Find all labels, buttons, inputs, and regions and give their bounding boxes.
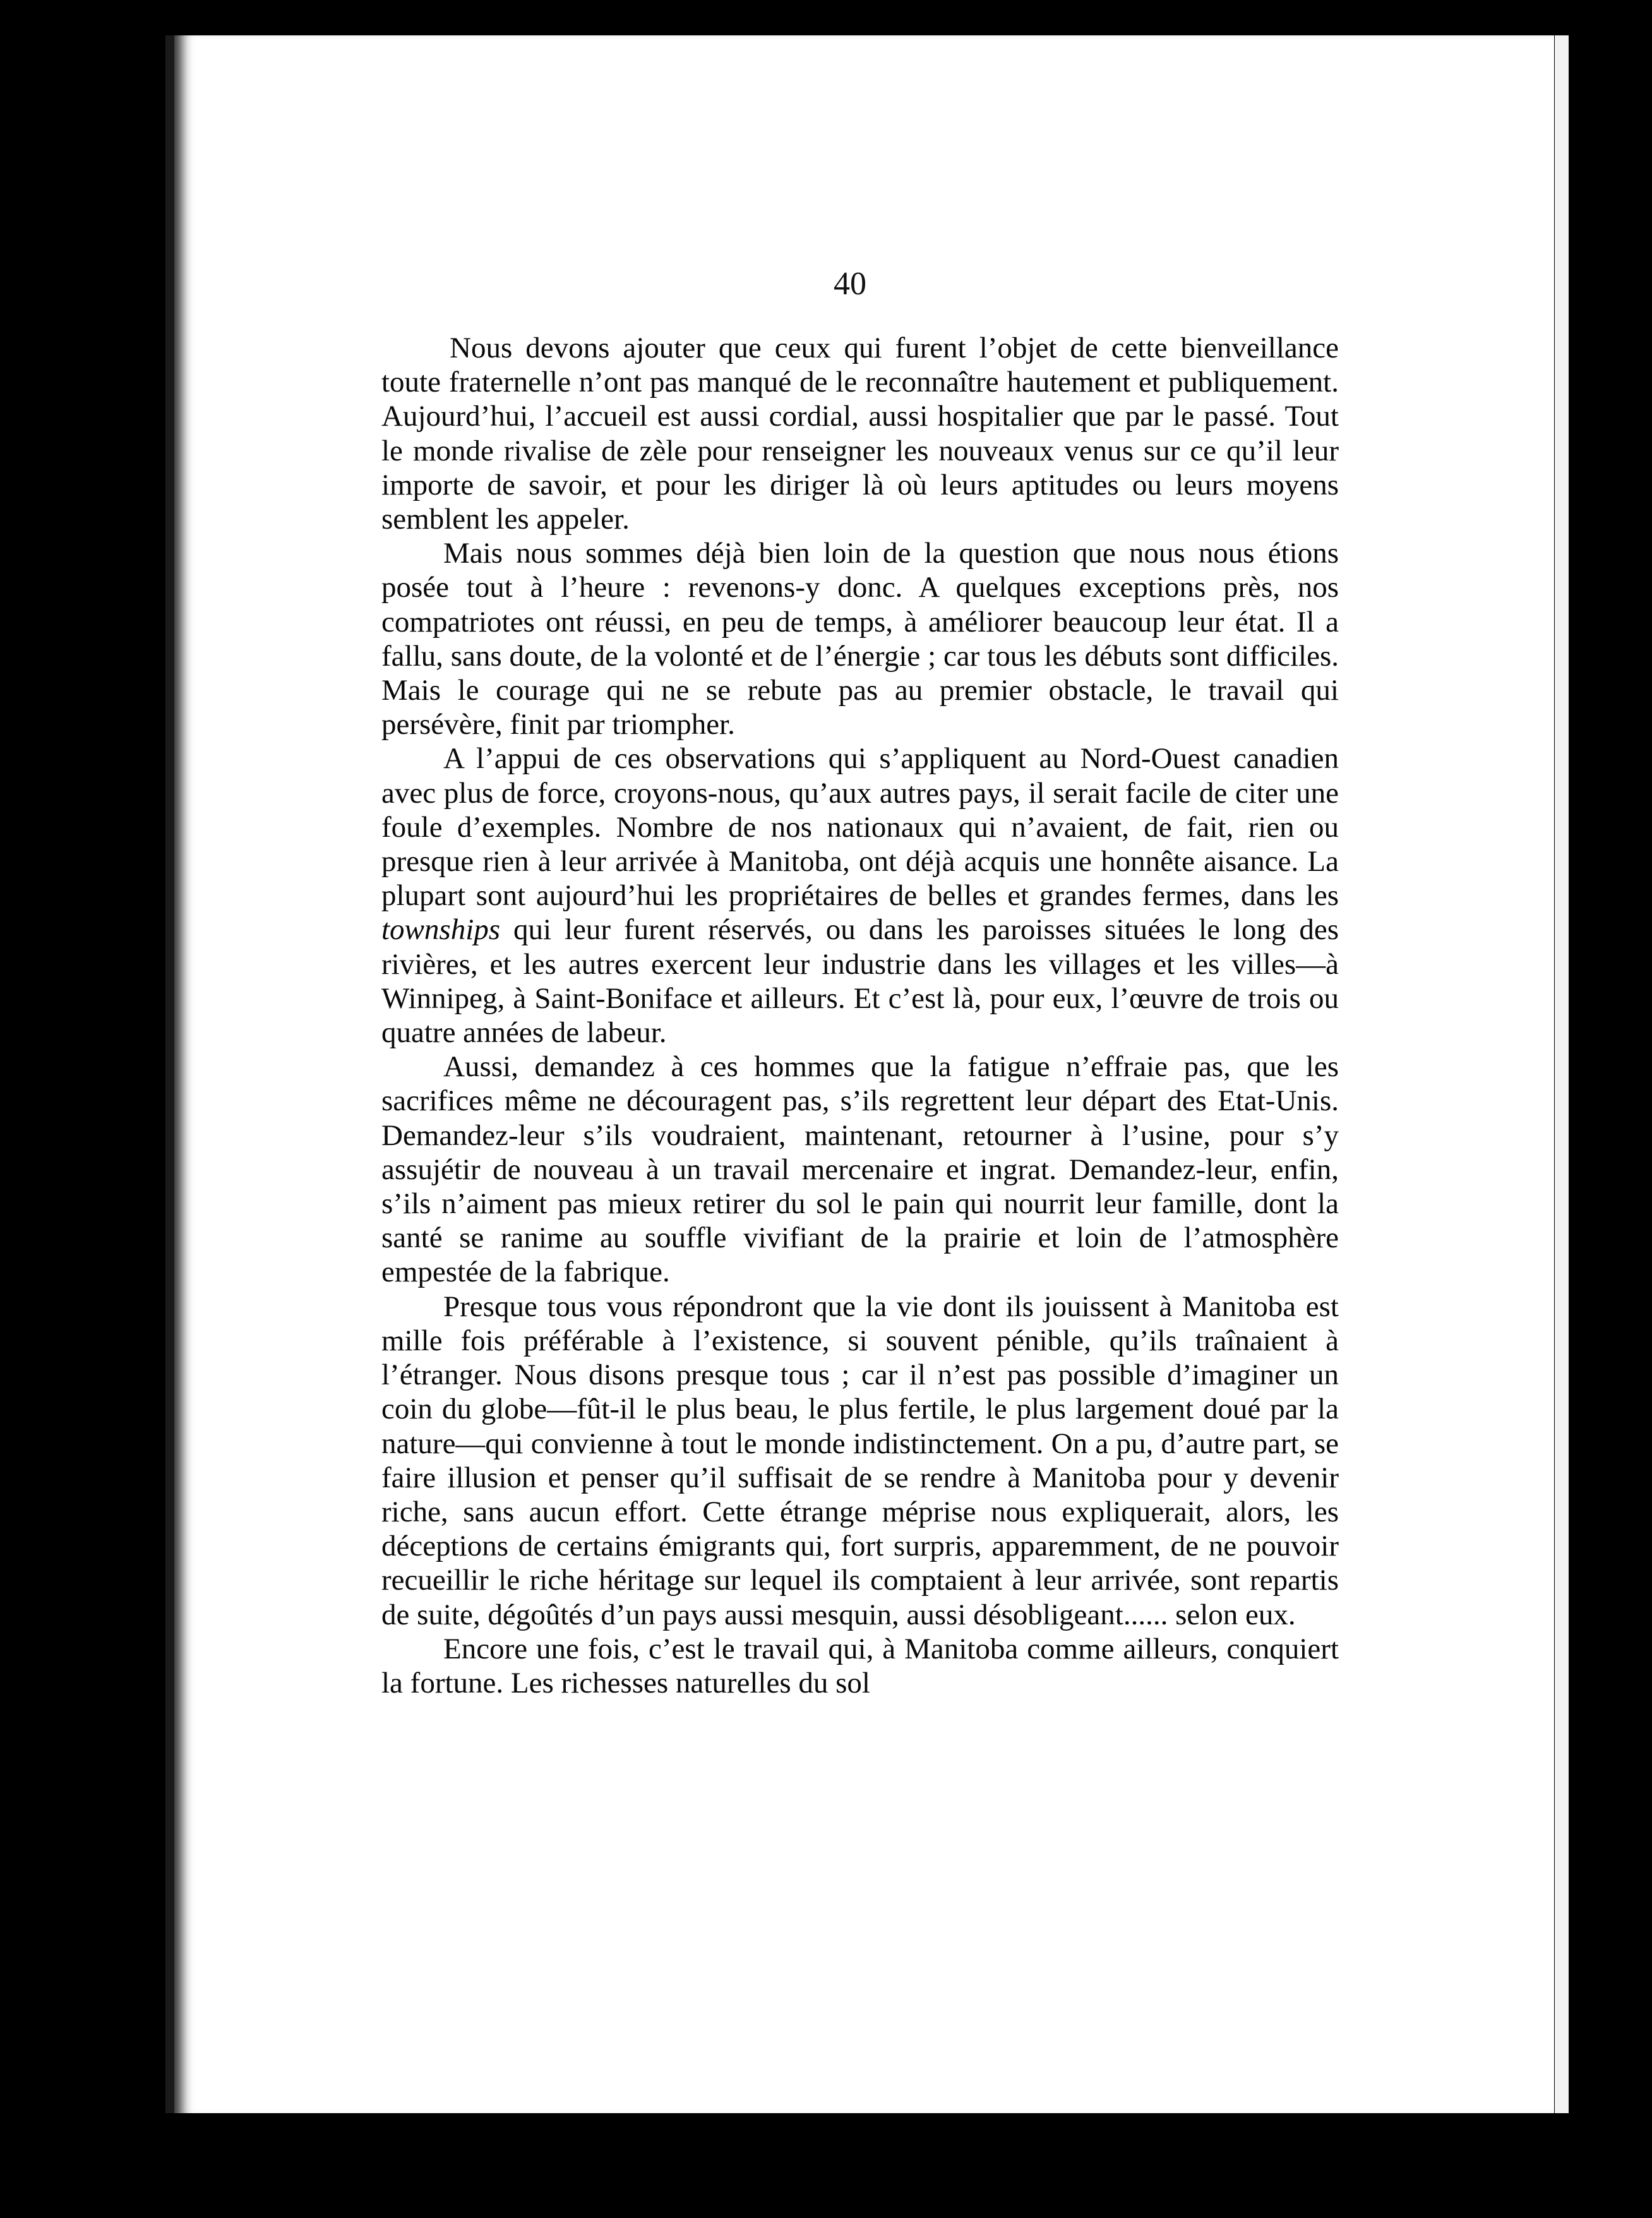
next-page-edge — [1555, 35, 1569, 2113]
italic-term: townships — [381, 913, 501, 947]
body-text — [381, 331, 1339, 1700]
paragraph — [381, 331, 1339, 536]
paragraph — [381, 1632, 1339, 1700]
paragraph-text-continued: qui leur furent réservés, ou dans les paroisses situées le long des rivières, et les autres exercent leur industrie dans les villages et les villes—à Winnipeg, à Saint-Boniface et ailleurs. Et c’est là, pour eux, l’œuvre de trois ou quatre années de labeur. — [381, 913, 1339, 1050]
paragraph-text: Presque tous vous répondront que la vie dont ils jouissent à Manitoba est mille fois préférable à l’existence, si souvent pénible, qu’ils traînaient à l’étranger. Nous disons presque tous ; car il n’est pas possible d’imaginer un coin du globe—fût-il le plus beau, le plus fertile, le plus largement doué par la nature—qui convienne à tout le monde indistinctement. On a pu, d’autre part, se faire illusion et penser qu’il suffisait de se rendre à Manitoba pour y devenir riche, sans aucun effort. Cette étrange méprise nous expliquerait, alors, les déceptions de certains émigrants qui, fort surpris, apparemment, de ne pouvoir recueillir le riche héritage sur lequel ils comptaient à leur arrivée, sont repartis de suite, dégoûtés d’un pays aussi mesquin, aussi désobligeant...... selon eux. — [381, 1290, 1339, 1631]
paragraph-text: Nous devons ajouter que ceux qui furent l’objet de cette bienveillance toute fraternelle n’ont pas manqué de le reconnaître hautement et publiquement. Aujourd’hui, l’accueil est aussi cordial, aussi hospitalier que par le passé. Tout le monde rivalise de zèle pour renseigner les nouveaux venus sur ce qu’il leur importe de savoir, et pour les diriger là où leurs aptitudes ou leurs moyens semblent les appeler. — [381, 332, 1339, 536]
paragraph — [381, 1290, 1339, 1632]
paragraph — [381, 1050, 1339, 1289]
paragraph-text: Aussi, demandez à ces hommes que la fatigue n’effraie pas, que les sacrifices même ne découragent pas, s’ils regrettent leur départ des Etat-Unis. Demandez-leur s’ils voudraient, maintenant, retourner à l’usine, pour s’y assujétir de nouveau à un travail mercenaire et ingrat. Demandez-leur, enfin, s’ils n’aiment pas mieux retirer du sol le pain qui nourrit leur famille, dont la santé se ranime au souffle vivifiant de la prairie et loin de l’atmosphère empestée de la fabrique. — [381, 1050, 1339, 1289]
paragraph-text: Encore une fois, c’est le travail qui, à Manitoba comme ailleurs, conquiert la fortune. Les richesses naturelles du sol — [381, 1632, 1339, 1699]
paragraph-text: A l’appui de ces observations qui s’appliquent au Nord-Ouest canadien avec plus de force, croyons-nous, qu’aux autres pays, il serait facile de citer une foule d’exemples. Nombre de nos nationaux qui n’avaient, de fait, rien ou presque rien à leur arrivée à Manitoba, ont déjà acquis une honnête aisance. La plupart sont aujourd’hui les propriétaires de belles et grandes fermes, dans les — [381, 742, 1339, 913]
paragraph — [381, 741, 1339, 1050]
paragraph-text: Mais nous sommes déjà bien loin de la question que nous nous étions posée tout à l’heure : revenons-y donc. A quelques exceptions près, nos compatriotes ont réussi, en peu de temps, à améliorer beaucoup leur état. Il a fallu, sans doute, de la volonté et de l’énergie ; car tous les débuts sont difficiles. Mais le courage qui ne se rebute pas au premier obstacle, le travail qui persévère, finit par triompher. — [381, 537, 1339, 741]
paragraph — [381, 536, 1339, 741]
page-number: 40 — [834, 266, 866, 302]
